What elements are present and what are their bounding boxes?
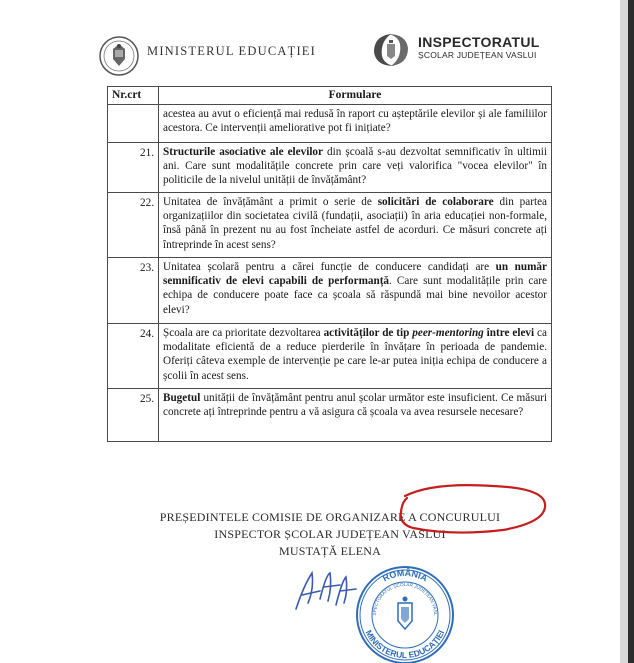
row-text: acestea au avut o eficiență mai redusă în raport cu așteptările elevilor și ale familiilor acestora. Ce intervenții ameliorative pot fi inițiate? — [159, 105, 552, 143]
row-text: Unitatea de învățământ a primit o serie de solicitări de colaborare din partea organizațiilor din societatea civilă (fundații, asociații) în aria educației non-formale, însă până în prezent nu au fost încheiate astfel de acorduri. Ce măsuri concrete ați întreprinde în acest sens? — [159, 193, 552, 258]
svg-text:ROMÂNIA: ROMÂNIA — [380, 567, 430, 584]
table-row — [108, 324, 552, 389]
signature-role-line: INSPECTOR ȘCOLAR JUDEȚEAN VASLUI — [214, 527, 446, 541]
row-text: Structurile asociative ale elevilor din școală s-au dezvoltat semnificativ în ultimii ani. Care sunt modalitățile concrete prin care veți valorifica "vocea elevilor" în politicile de la nivelul unității de învățământ? — [159, 143, 552, 193]
page-edge — [628, 0, 634, 663]
table-row — [108, 105, 552, 143]
row-number: 24. — [108, 324, 159, 389]
document-header — [0, 0, 634, 80]
column-header-formulare: Formulare — [159, 87, 552, 105]
row-text: Unitatea școlară pentru a cărei funcție de conducere candidați are un număr semnificativ de elevi capabili de performanță. Care sunt modalitățile prin care echipa de conducere poate face ca școala să răspundă mai bine nevoilor acestor elevi? — [159, 258, 552, 324]
inspectorate-logo-icon — [370, 30, 412, 70]
ministry-crest-icon — [98, 35, 140, 77]
row-number — [108, 105, 159, 143]
svg-text:MINISTERUL EDUCAȚIEI: MINISTERUL EDUCAȚIEI — [363, 628, 447, 661]
inspectorate-subtitle: ȘCOLAR JUDEȚEAN VASLUI — [418, 50, 537, 60]
signature-title-line: PREȘEDINTELE COMISIE DE ORGANIZARE A CONCURULUI — [159, 510, 501, 524]
row-number: 21. — [108, 143, 159, 193]
row-text: Bugetul unității de învățământ pentru anul școlar următor este insuficient. Ce măsuri concrete ați întreprinde pentru a vă asigura că școala va avea resursele necesare? — [159, 389, 552, 442]
row-number: 22. — [108, 193, 159, 258]
signatory-name: MUSTAȚĂ ELENA — [279, 544, 381, 558]
official-stamp — [352, 563, 458, 663]
table-row — [108, 258, 552, 324]
questions-table — [107, 86, 552, 442]
table-row — [108, 389, 552, 442]
column-header-nr: Nr.crt — [108, 87, 159, 105]
table-header-row — [108, 87, 552, 105]
table-row — [108, 143, 552, 193]
row-number: 23. — [108, 258, 159, 324]
red-annotation-ellipse — [393, 478, 553, 542]
svg-text:INSPECTORATUL ȘCOLAR JUDEȚEAN: SPECTORATUL ȘCOLAR JUDEȚEAN VASL — [371, 581, 439, 616]
inspectorate-title: INSPECTORATUL — [418, 34, 540, 50]
ministry-name: MINISTERUL EDUCAȚIEI — [147, 44, 317, 58]
page-edge-shadow — [620, 0, 628, 663]
row-number: 25. — [108, 389, 159, 442]
table-row — [108, 193, 552, 258]
row-text: Școala are ca prioritate dezvoltarea activităților de tip peer-mentoring între elevi ca modalitate eficientă de a reduce pierderile în învățare în perioada de pandemie. Oferiți câteva exemple de intervenție pe care le-ar putea iniția echipa de conducere a școlii în acest sens. — [159, 324, 552, 389]
